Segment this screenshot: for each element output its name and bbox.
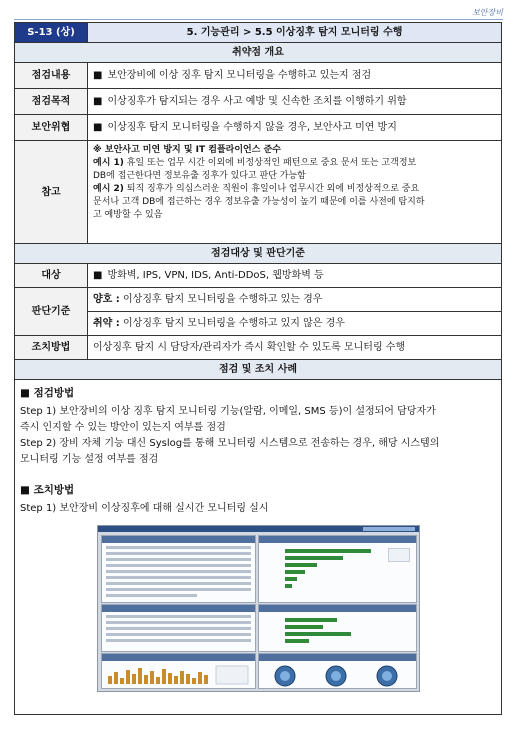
security-threat-label: 보안위협: [15, 115, 88, 141]
check-content-text: 보안장비에 이상 징후 탐지 모니터링을 수행하고 있는지 점검: [107, 70, 372, 81]
target-text: 방화벽, IPS, VPN, IDS, Anti-DDoS, 웹방화벽 등: [107, 270, 324, 281]
security-threat-text: 이상징후 탐지 모니터링을 수행하지 않을 경우, 보안사고 미연 방지: [107, 122, 397, 133]
check-method-title: ■ 점검방법: [20, 387, 75, 399]
header-rule: [14, 19, 503, 20]
action-label: 조치방법: [15, 336, 88, 360]
dashboard-trend-panel: [101, 653, 256, 689]
row-target: [15, 264, 502, 288]
monitoring-dashboard-screenshot: [97, 525, 420, 692]
category-label: 보안장비: [472, 8, 503, 17]
bad-label: 취약 :: [93, 318, 120, 329]
check-method-line: 모니터링 기능 설정 여부를 점검: [20, 454, 159, 465]
dashboard-bar-panel: [258, 604, 417, 652]
bullet-square: ■: [93, 70, 103, 81]
cases-heading: 점검 및 조치 사례: [15, 360, 502, 380]
bad-text: 이상징후 탐지 모니터링을 수행하고 있지 않은 경우: [123, 318, 345, 329]
bullet-square: ■: [93, 270, 103, 281]
trend-chart: [102, 662, 253, 687]
check-method-line: Step 1) 보안장비의 이상 징후 탐지 모니터링 기능(알람, 이메일, SMS 등)이 설정되어 담당자가: [20, 406, 436, 417]
check-method-line: Step 2) 장비 자체 기능 대신 Syslog를 통해 모니터링 시스템으로 전송하는 경우, 해당 시스템의: [20, 438, 440, 449]
overview-heading: 취약점 개요: [15, 43, 502, 63]
check-purpose-label: 점검목적: [15, 89, 88, 115]
example-1-label: 예시 1): [93, 158, 124, 168]
target-label: 대상: [15, 264, 88, 288]
row-judge-good: [15, 288, 502, 312]
example-2-line: 고 예방할 수 있음: [93, 210, 163, 220]
dashboard-list-panel: [101, 535, 256, 603]
example-2-label: 예시 2): [93, 184, 124, 194]
row-check-purpose: [15, 89, 502, 115]
check-content-label: 점검내용: [15, 63, 88, 89]
example-1-line: DB에 접근한다면 정보유출 징후가 있다고 판단 가능함: [93, 171, 306, 181]
item-title: 5. 기능관리 > 5.5 이상징후 탐지 모니터링 수행: [88, 23, 502, 43]
example-1-line: 휴일 또는 업무 시간 이외에 비정상적인 패턴으로 중요 문서 또는 고객정보: [126, 158, 417, 168]
good-label: 양호 :: [93, 294, 120, 305]
dashboard-bar-panel: [258, 535, 417, 603]
check-method-line: 즉시 인지할 수 있는 방안이 있는지 여부를 점검: [20, 422, 226, 433]
fix-method-title: ■ 조치방법: [20, 484, 75, 496]
judge-label: 판단기준: [15, 288, 88, 336]
row-reference: [15, 141, 502, 244]
row-security-threat: [15, 115, 502, 141]
row-check-content: [15, 63, 502, 89]
example-2-line: 퇴직 징후가 의심스러운 직원이 휴일이나 업무시간 외에 비정상적으로 중요: [126, 184, 420, 194]
item-id: S-13 (상): [15, 23, 88, 43]
cases-body: [15, 380, 502, 715]
fix-method-line: Step 1) 보안장비 이상징후에 대해 실시간 모니터링 실시: [20, 503, 269, 514]
example-2-line: 문서나 고객 DB에 접근하는 경우 정보유출 가능성이 높기 때문에 이를 사전에 탐지하: [93, 197, 425, 207]
check-purpose-text: 이상징후가 탐지되는 경우 사고 예방 및 신속한 조치를 이행하기 위함: [107, 96, 407, 107]
criteria-heading: 점검대상 및 판단기준: [15, 244, 502, 264]
dashboard-gauge-panel: [258, 653, 417, 689]
reference-label: 참고: [15, 141, 88, 244]
bullet-square: ■: [93, 122, 103, 133]
bullet-square: ■: [93, 96, 103, 107]
row-action: [15, 336, 502, 360]
reference-heading: ※ 보안사고 미연 방지 및 IT 컴플라이언스 준수: [93, 145, 281, 155]
row-judge-bad: [15, 312, 502, 336]
checklist-table: [14, 22, 502, 715]
action-text: 이상징후 탐지 시 담당자/관리자가 즉시 확인할 수 있도록 모니터링 수행: [88, 336, 502, 360]
gauge-dials: [259, 662, 414, 687]
good-text: 이상징후 탐지 모니터링을 수행하고 있는 경우: [123, 294, 323, 305]
dashboard-table-panel: [101, 604, 256, 652]
